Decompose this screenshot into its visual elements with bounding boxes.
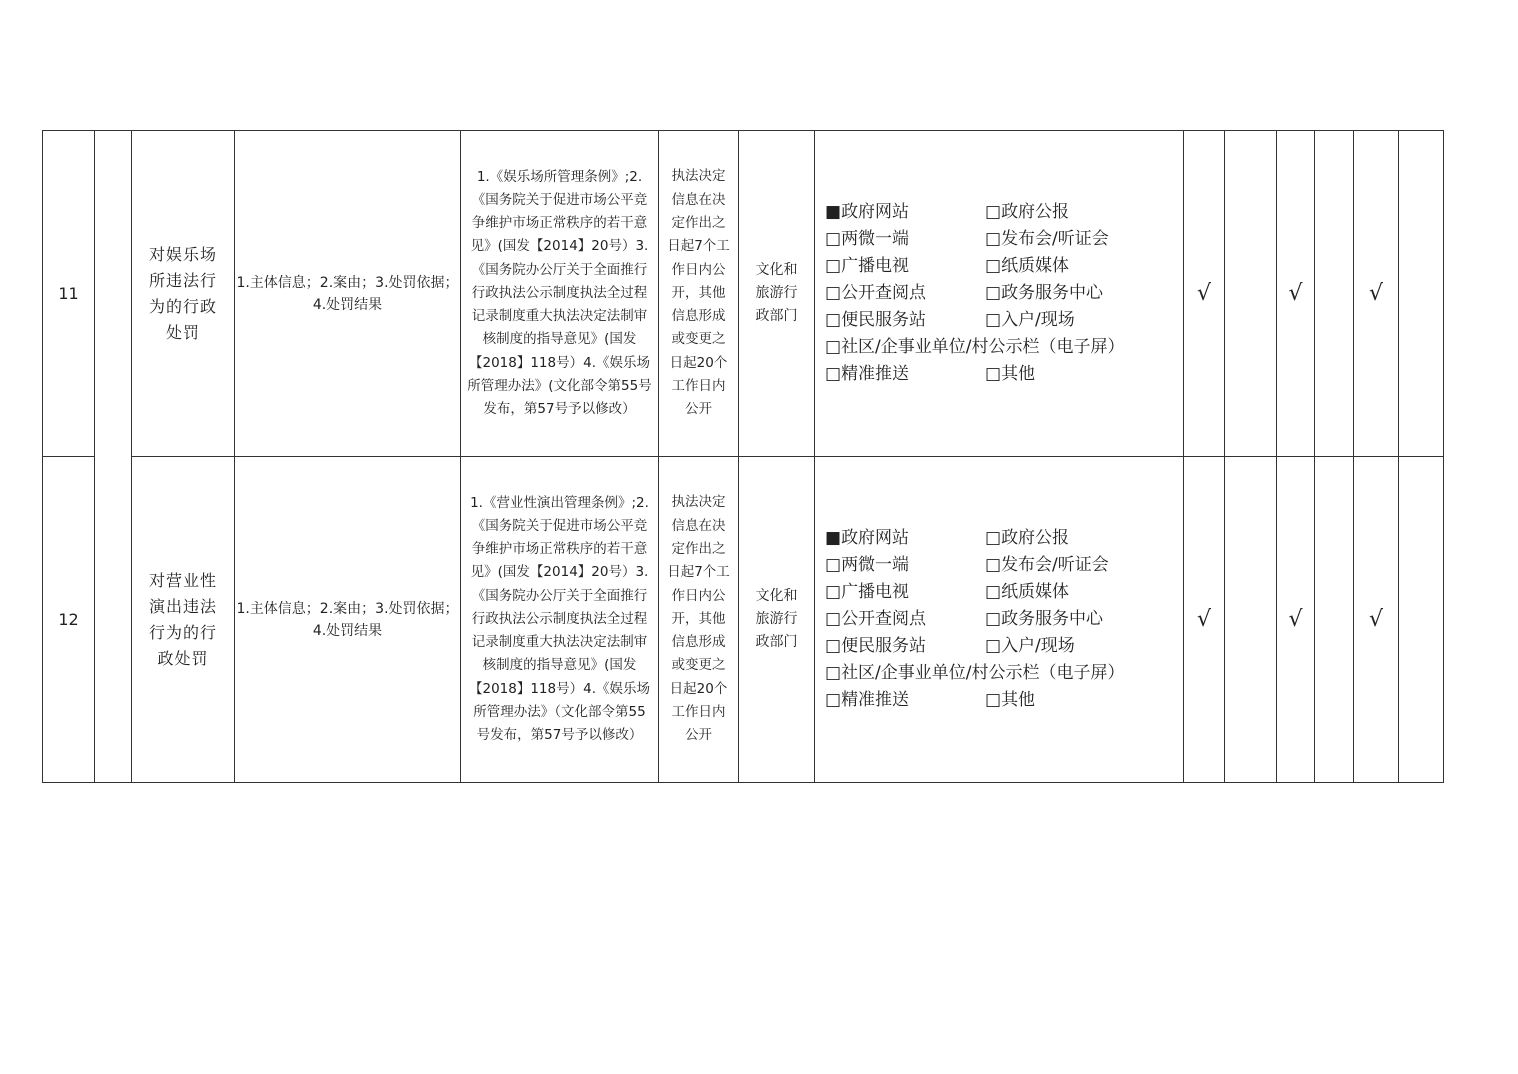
check-mark: √: [1277, 457, 1315, 783]
unchecked-box-icon: □: [825, 663, 842, 683]
disclosure-content: 1.主体信息；2.案由；3.处罚依据；4.处罚结果: [235, 457, 461, 783]
unchecked-box-icon: □: [825, 256, 842, 276]
channel-option: [985, 552, 1145, 579]
channel-option: [985, 280, 1145, 307]
channel-label: 公开查阅点: [841, 283, 927, 303]
unchecked-box-icon: □: [825, 582, 842, 602]
channel-label: 政府网站: [841, 202, 910, 222]
channel-label: 政务服务中心: [1001, 283, 1104, 303]
channel-label: 政府网站: [841, 528, 910, 548]
unchecked-box-icon: □: [985, 202, 1002, 222]
channel-label: 社区/企事业单位/村公示栏（电子屏）: [841, 663, 1125, 683]
legal-basis: 1.《娱乐场所管理条例》;2.《国务院关于促进市场公平竞争维护市场正常秩序的若干意见》(国发【2014】20号）3.《国务院办公厅关于全面推行行政执法公示制度执法全过程记录制度重大执法决定法制审核制度的指导意见》(国发【2018】118号）4.《娱乐场所管理办法》(文化部令第55号发布，第57号予以修改）: [461, 131, 659, 457]
channel-line: [825, 361, 1183, 388]
channel-line: [825, 226, 1183, 253]
check-mark: √: [1184, 131, 1225, 457]
legal-basis: 1.《营业性演出管理条例》;2. 《国务院关于促进市场公平竞争维护市场正常秩序的若干意见》(国发【2014】20号）3.《国务院办公厅关于全面推行行政执法公示制度执法全过程记录制度重大执法决定法制审核制度的指导意见》(国发【2018】118号）4.《娱乐场所管理办法》（文化部令第55号发布，第57号予以修改）: [461, 457, 659, 783]
unchecked-box-icon: □: [985, 528, 1002, 548]
channel-line: [825, 253, 1183, 280]
item-name: 对营业性演出违法行为的行政处罚: [132, 457, 235, 783]
channel-option: [985, 579, 1145, 606]
channel-label: 其他: [1001, 690, 1036, 710]
unchecked-box-icon: □: [985, 310, 1002, 330]
channel-option: [825, 633, 985, 660]
unchecked-box-icon: □: [985, 229, 1002, 249]
channel-option: [985, 307, 1145, 334]
channel-label: 精准推送: [841, 690, 910, 710]
checked-box-icon: ■: [825, 528, 842, 548]
channel-label: 政务服务中心: [1001, 609, 1104, 629]
channel-option: [825, 525, 985, 552]
unchecked-box-icon: □: [825, 283, 842, 303]
check-mark: √: [1354, 131, 1399, 457]
row-number: 12: [43, 457, 95, 783]
channel-option: [825, 334, 1125, 361]
channel-option: [825, 253, 985, 280]
channel-label: 发布会/听证会: [1001, 555, 1109, 575]
channel-label: 纸质媒体: [1001, 582, 1070, 602]
channel-label: 入户/现场: [1001, 636, 1075, 656]
channel-label: 便民服务站: [841, 636, 927, 656]
channel-label: 发布会/听证会: [1001, 229, 1109, 249]
channel-option: [985, 687, 1145, 714]
unchecked-box-icon: □: [825, 229, 842, 249]
channel-option: [825, 226, 985, 253]
channel-label: 广播电视: [841, 256, 910, 276]
channel-option: [985, 226, 1145, 253]
responsible-department: 文化和旅游行政部门: [739, 131, 815, 457]
channel-option: [825, 199, 985, 226]
channel-option: [985, 633, 1145, 660]
disclosure-timing: 执法决定信息在决定作出之日起7个工作日内公开，其他信息形成或变更之日起20个工作日内公开: [659, 457, 739, 783]
disclosure-table: [42, 130, 1444, 783]
channel-option: [985, 606, 1145, 633]
table-row: [43, 131, 1444, 457]
channel-line: [825, 199, 1183, 226]
checked-box-icon: ■: [825, 202, 842, 222]
channel-option: [825, 579, 985, 606]
channel-option: [825, 361, 985, 388]
disclosure-content: 1.主体信息；2.案由；3.处罚依据；4.处罚结果: [235, 131, 461, 457]
unchecked-box-icon: □: [825, 310, 842, 330]
channel-label: 两微一端: [841, 229, 910, 249]
channel-option: [985, 199, 1145, 226]
disclosure-channels: [815, 457, 1184, 783]
channel-option: [825, 307, 985, 334]
check-mark: [1315, 457, 1354, 783]
channel-label: 其他: [1001, 364, 1036, 384]
check-mark: [1399, 131, 1444, 457]
check-mark: [1225, 131, 1277, 457]
channel-line: [825, 606, 1183, 633]
unchecked-box-icon: □: [985, 555, 1002, 575]
unchecked-box-icon: □: [825, 690, 842, 710]
channel-label: 精准推送: [841, 364, 910, 384]
unchecked-box-icon: □: [825, 555, 842, 575]
channel-label: 入户/现场: [1001, 310, 1075, 330]
table-row: [43, 457, 1444, 783]
unchecked-box-icon: □: [985, 582, 1002, 602]
unchecked-box-icon: □: [985, 364, 1002, 384]
unchecked-box-icon: □: [985, 283, 1002, 303]
channel-label: 两微一端: [841, 555, 910, 575]
responsible-department: 文化和旅游行政部门: [739, 457, 815, 783]
channel-option: [825, 660, 1125, 687]
channel-line: [825, 280, 1183, 307]
channel-label: 社区/企事业单位/村公示栏（电子屏）: [841, 337, 1125, 357]
channel-option: [825, 606, 985, 633]
channel-option: [985, 525, 1145, 552]
channel-line: [825, 334, 1183, 361]
channel-label: 便民服务站: [841, 310, 927, 330]
check-mark: [1399, 457, 1444, 783]
channel-line: [825, 687, 1183, 714]
unchecked-box-icon: □: [825, 609, 842, 629]
channel-option: [825, 552, 985, 579]
disclosure-timing: 执法决定信息在决定作出之日起7个工作日内公开，其他信息形成或变更之日起20个工作日内公开: [659, 131, 739, 457]
channel-line: [825, 307, 1183, 334]
unchecked-box-icon: □: [825, 636, 842, 656]
unchecked-box-icon: □: [985, 636, 1002, 656]
unchecked-box-icon: □: [985, 256, 1002, 276]
check-mark: [1225, 457, 1277, 783]
row-number: 11: [43, 131, 95, 457]
check-mark: √: [1354, 457, 1399, 783]
unchecked-box-icon: □: [825, 364, 842, 384]
channel-line: [825, 525, 1183, 552]
check-mark: √: [1277, 131, 1315, 457]
check-mark: √: [1184, 457, 1225, 783]
channel-label: 广播电视: [841, 582, 910, 602]
channel-line: [825, 633, 1183, 660]
unchecked-box-icon: □: [985, 690, 1002, 710]
check-mark: [1315, 131, 1354, 457]
channel-option: [985, 253, 1145, 280]
channel-label: 纸质媒体: [1001, 256, 1070, 276]
merged-category-cell: [95, 131, 132, 783]
disclosure-channels: [815, 131, 1184, 457]
channel-line: [825, 552, 1183, 579]
channel-label: 政府公报: [1001, 202, 1070, 222]
channel-option: [825, 280, 985, 307]
channel-line: [825, 579, 1183, 606]
unchecked-box-icon: □: [825, 337, 842, 357]
channel-label: 公开查阅点: [841, 609, 927, 629]
channel-option: [825, 687, 985, 714]
channel-label: 政府公报: [1001, 528, 1070, 548]
channel-line: [825, 660, 1183, 687]
channel-option: [985, 361, 1145, 388]
item-name: 对娱乐场所违法行为的行政处罚: [132, 131, 235, 457]
unchecked-box-icon: □: [985, 609, 1002, 629]
